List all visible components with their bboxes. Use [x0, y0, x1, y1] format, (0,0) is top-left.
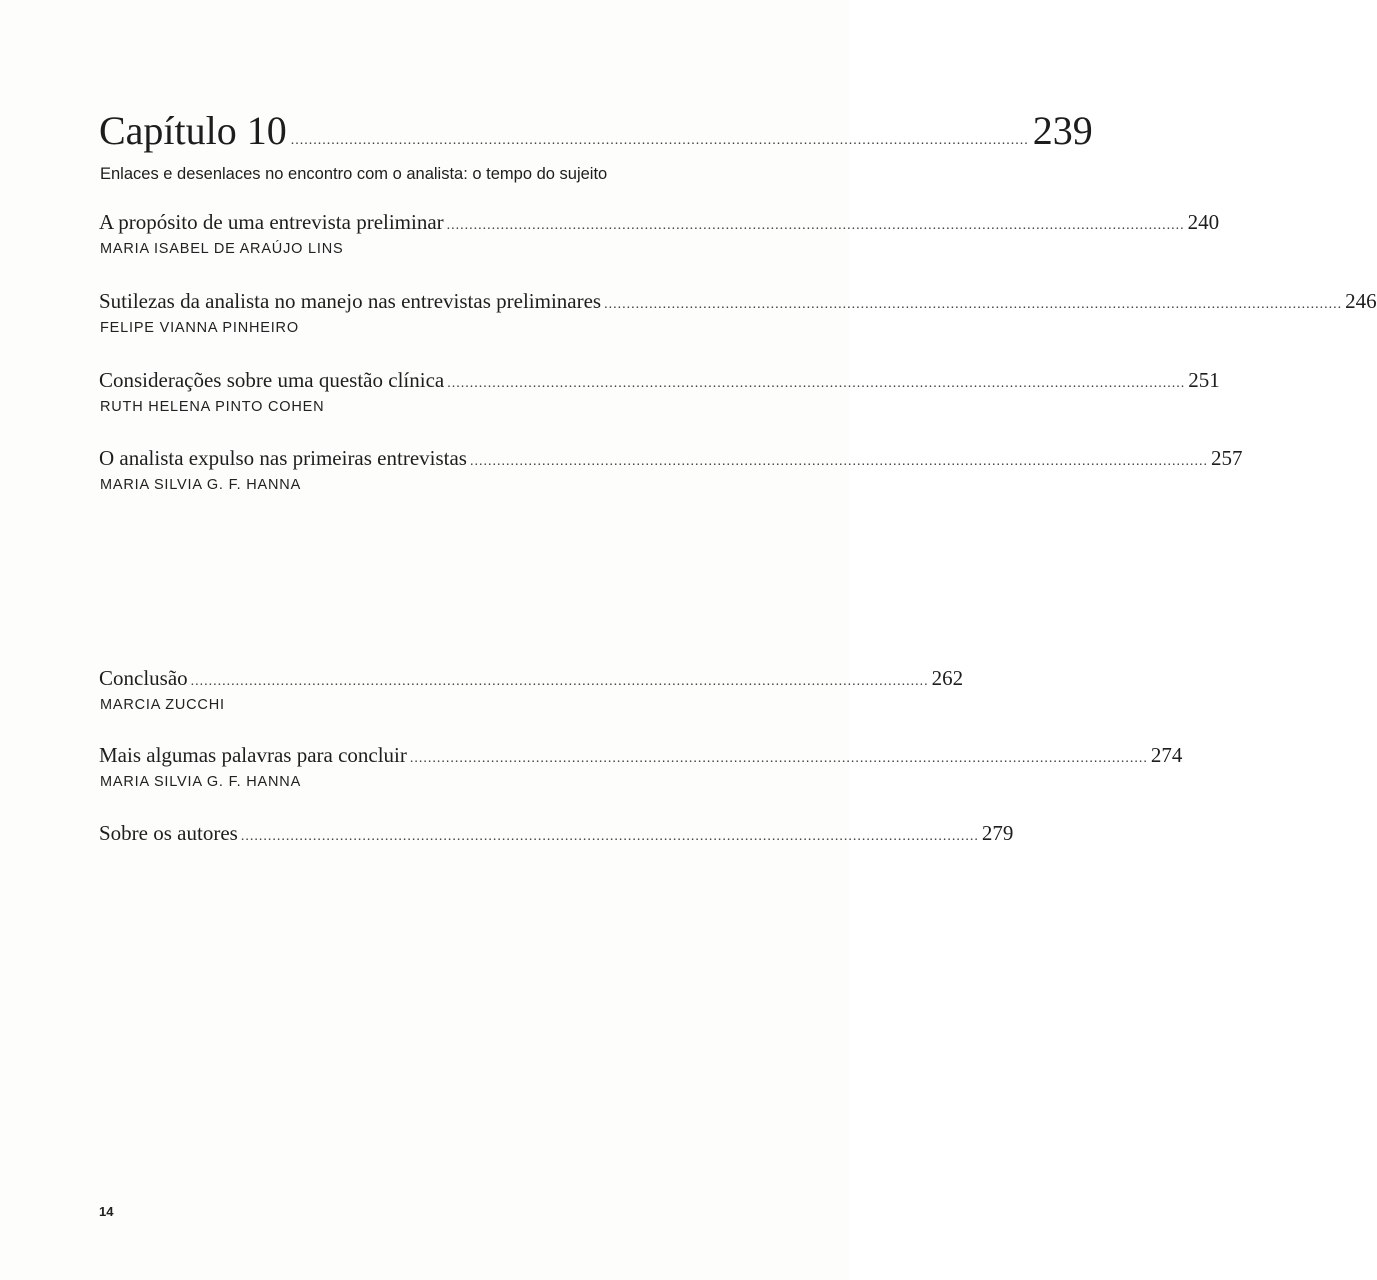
chapter-subtitle: Enlaces e desenlaces no encontro com o analista: o tempo do sujeito [100, 165, 608, 183]
entry-title: Mais algumas palavras para concluir [99, 743, 407, 767]
entry-title: Sutilezas da analista no manejo nas entrevistas preliminares [99, 289, 602, 313]
page-number: 14 [99, 1204, 114, 1219]
leader-dots: .................................................................................................................................................................... [409, 751, 1148, 766]
entry-title: Considerações sobre uma questão clínica [99, 368, 445, 392]
leader-dots: .................................................................................................................................................................... [469, 454, 1208, 469]
entry-title: Sobre os autores [99, 821, 238, 845]
entry-author: MARIA SILVIA G. F. HANNA [100, 477, 302, 493]
entry-title: O analista expulso nas primeiras entrevistas [99, 446, 467, 470]
entry-title: Conclusão [99, 666, 188, 690]
entry-page-number: 279 [981, 821, 1014, 845]
entry-author: MARCIA ZUCCHI [100, 697, 225, 713]
toc-entry [99, 368, 1220, 415]
leader-dots: .................................................................................................................................................................... [290, 133, 1029, 148]
toc-entry [99, 821, 1014, 846]
leader-dots: .................................................................................................................................................................... [190, 674, 929, 689]
leader-dots: .................................................................................................................................................................... [240, 829, 979, 844]
entry-author: FELIPE VIANNA PINHEIRO [100, 320, 299, 336]
toc-entry [99, 743, 1183, 790]
toc-entry [99, 210, 1220, 257]
chapter-page-number: 239 [1032, 108, 1093, 153]
toc-entry [99, 446, 1243, 493]
leader-dots: .................................................................................................................................................................... [604, 297, 1343, 312]
chapter-heading [99, 108, 1093, 154]
entry-title: A propósito de uma entrevista preliminar [99, 210, 444, 234]
entry-page-number: 274 [1150, 743, 1183, 767]
entry-page-number: 257 [1210, 446, 1243, 470]
entry-author: RUTH HELENA PINTO COHEN [100, 399, 325, 415]
entry-author: MARIA SILVIA G. F. HANNA [100, 774, 302, 790]
entry-author: MARIA ISABEL DE ARAÚJO LINS [100, 241, 344, 257]
toc-entry [99, 289, 1377, 336]
leader-dots: .................................................................................................................................................................... [446, 218, 1185, 233]
entry-page-number: 262 [931, 666, 964, 690]
leader-dots: .................................................................................................................................................................... [447, 376, 1186, 391]
entry-page-number: 246 [1345, 289, 1377, 313]
chapter-title: Capítulo 10 [99, 108, 287, 153]
entry-page-number: 251 [1188, 368, 1220, 392]
toc-entry [99, 666, 964, 713]
entry-page-number: 240 [1187, 210, 1220, 234]
